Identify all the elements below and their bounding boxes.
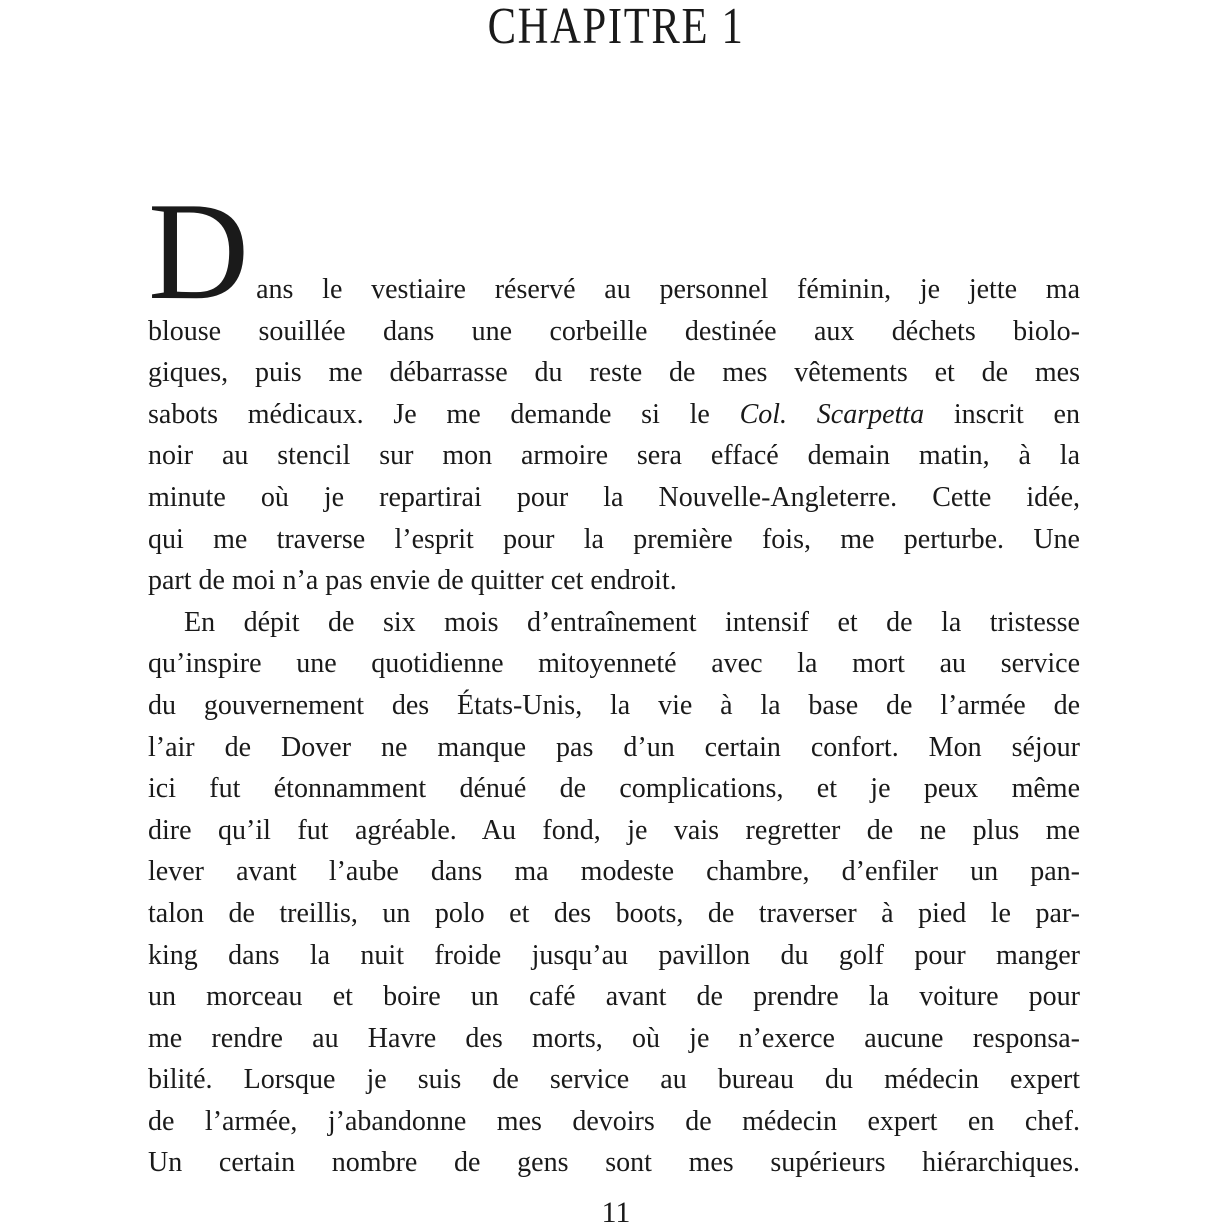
body-text: [148, 174, 1080, 1184]
paragraph-line: giques, puis me débarrasse du reste de mes vêtements et de mes: [148, 357, 1080, 389]
dropcap-letter: D: [148, 174, 250, 329]
paragraph-line: qu’inspire une quotidienne mitoyenneté avec la mort au service: [148, 648, 1080, 680]
paragraph-line: blouse souillée dans une corbeille destinée aux déchets biolo-: [148, 315, 1080, 347]
paragraph-line: talon de treillis, un polo et des boots, de traverser à pied le par-: [148, 897, 1080, 929]
paragraph-line: noir au stencil sur mon armoire sera effacé demain matin, à la: [148, 440, 1080, 472]
paragraph-line: ici fut étonnamment dénué de complications, et je peux même: [148, 773, 1080, 805]
line-text: sabots médicaux. Je me demande si le: [148, 398, 740, 430]
paragraph-line: me rendre au Havre des morts, où je n’exerce aucune responsa-: [148, 1022, 1080, 1054]
paragraph-line: minute où je repartirai pour la Nouvelle-Angleterre. Cette idée,: [148, 481, 1080, 513]
paragraph-line: lever avant l’aube dans ma modeste chambre, d’enfiler un pan-: [148, 856, 1080, 888]
paragraph-line: Un certain nombre de gens sont mes supérieurs hiérarchiques.: [148, 1147, 1080, 1179]
paragraph-line: l’air de Dover ne manque pas d’un certain confort. Mon séjour: [148, 731, 1080, 763]
line-text: inscrit en: [924, 398, 1080, 430]
paragraph-line: du gouvernement des États-Unis, la vie à la base de l’armée de: [148, 689, 1080, 721]
chapter-title: CHAPITRE 1: [487, 0, 745, 55]
paragraph-line: de l’armée, j’abandonne mes devoirs de médecin expert en chef.: [148, 1105, 1080, 1137]
paragraph-line: dire qu’il fut agréable. Au fond, je vais regretter de ne plus me: [148, 814, 1080, 846]
paragraph-line: king dans la nuit froide jusqu’au pavillon du golf pour manger: [148, 939, 1080, 971]
page-number: 11: [601, 1196, 631, 1229]
line-text: ans le vestiaire réservé au personnel féminin, je jette ma: [256, 274, 1080, 305]
paragraph-line: En dépit de six mois d’entraînement intensif et de la tristesse: [184, 606, 1080, 638]
paragraph-line: bilité. Lorsque je suis de service au bureau du médecin expert: [148, 1064, 1080, 1096]
paragraph-line: [148, 394, 1080, 436]
paragraph-line: [148, 174, 1080, 329]
paragraph-line: qui me traverse l’esprit pour la première fois, me perturbe. Une: [148, 523, 1080, 555]
paragraph-line: part de moi n’a pas envie de quitter cet endroit.: [148, 565, 677, 597]
paragraph-line: un morceau et boire un café avant de prendre la voiture pour: [148, 981, 1080, 1013]
character-name-italic: Col. Scarpetta: [739, 398, 925, 430]
